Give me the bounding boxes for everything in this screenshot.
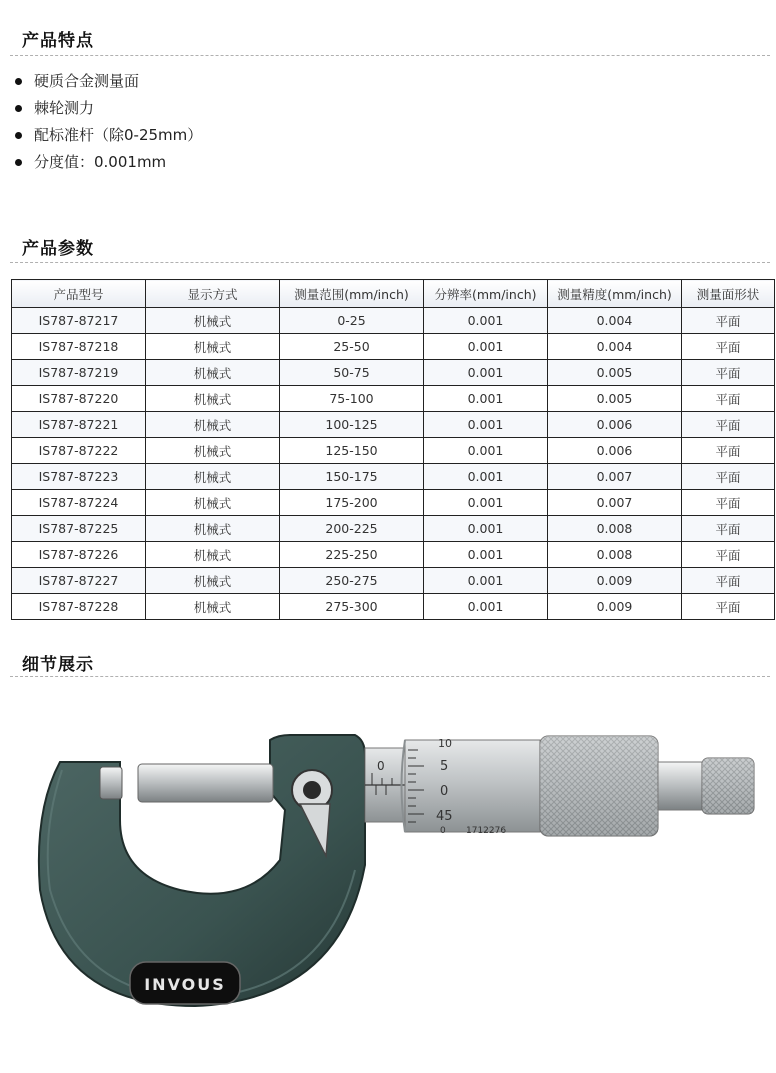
table-cell: 机械式: [146, 516, 280, 542]
header-cell: 测量精度(mm/inch): [548, 280, 682, 308]
table-cell: 平面: [682, 308, 775, 334]
table-cell: 平面: [682, 542, 775, 568]
table-cell: IS787-87222: [12, 438, 146, 464]
table-cell: 机械式: [146, 412, 280, 438]
table-cell: 机械式: [146, 568, 280, 594]
bullet-icon: [15, 78, 22, 85]
feature-text: 硬质合金测量面: [34, 72, 140, 90]
table-cell: 0.007: [548, 464, 682, 490]
spindle: [138, 764, 273, 802]
table-cell: 0-25: [280, 308, 424, 334]
table-cell: IS787-87226: [12, 542, 146, 568]
table-cell: 平面: [682, 490, 775, 516]
bullet-icon: [15, 132, 22, 139]
table-cell: 平面: [682, 438, 775, 464]
table-cell: 100-125: [280, 412, 424, 438]
features-list: [12, 68, 202, 176]
table-cell: 75-100: [280, 386, 424, 412]
table-cell: 0.001: [424, 594, 548, 620]
table-cell: 175-200: [280, 490, 424, 516]
params-table-body: [12, 308, 775, 620]
table-cell: 0.007: [548, 490, 682, 516]
params-divider: [10, 262, 770, 263]
table-cell: 平面: [682, 568, 775, 594]
table-row: [12, 438, 775, 464]
table-cell: 0.005: [548, 386, 682, 412]
table-cell: 机械式: [146, 464, 280, 490]
header-cell: 显示方式: [146, 280, 280, 308]
table-cell: 0.001: [424, 386, 548, 412]
table-cell: 0.001: [424, 308, 548, 334]
table-cell: IS787-87220: [12, 386, 146, 412]
table-cell: 0.008: [548, 542, 682, 568]
table-cell: 25-50: [280, 334, 424, 360]
table-cell: 平面: [682, 516, 775, 542]
list-item: [12, 122, 202, 149]
anvil: [100, 767, 122, 799]
table-cell: 0.001: [424, 464, 548, 490]
table-cell: 平面: [682, 412, 775, 438]
thimble-mark: 5: [440, 759, 449, 774]
table-row: [12, 516, 775, 542]
feature-text: 棘轮测力: [34, 99, 95, 117]
table-cell: 50-75: [280, 360, 424, 386]
table-cell: 150-175: [280, 464, 424, 490]
table-cell: 平面: [682, 360, 775, 386]
table-cell: 250-275: [280, 568, 424, 594]
table-cell: 275-300: [280, 594, 424, 620]
thimble-mark: 0: [440, 826, 446, 836]
table-cell: 机械式: [146, 334, 280, 360]
features-divider: [10, 55, 770, 56]
table-cell: 0.004: [548, 334, 682, 360]
params-table: [11, 279, 775, 620]
table-cell: 0.001: [424, 438, 548, 464]
feature-text: 分度值：0.001mm: [34, 153, 167, 171]
list-item: [12, 68, 202, 95]
table-cell: 0.006: [548, 438, 682, 464]
table-cell: 0.001: [424, 490, 548, 516]
table-cell: 0.005: [548, 360, 682, 386]
table-cell: 225-250: [280, 542, 424, 568]
table-cell: 机械式: [146, 386, 280, 412]
table-row: [12, 464, 775, 490]
thimble-mark: 45: [436, 809, 453, 824]
table-cell: 机械式: [146, 490, 280, 516]
details-divider: [10, 676, 770, 677]
table-cell: 0.001: [424, 516, 548, 542]
table-header-row: [12, 280, 775, 308]
header-cell: 分辨率(mm/inch): [424, 280, 548, 308]
thimble-mark: 10: [438, 737, 452, 750]
table-cell: 机械式: [146, 308, 280, 334]
header-cell: 测量范围(mm/inch): [280, 280, 424, 308]
list-item: [12, 95, 202, 122]
header-cell: 测量面形状: [682, 280, 775, 308]
table-row: [12, 360, 775, 386]
bullet-icon: [15, 105, 22, 112]
table-cell: 0.001: [424, 334, 548, 360]
table-cell: 机械式: [146, 542, 280, 568]
thimble-mark: 0: [440, 784, 449, 799]
table-cell: 0.006: [548, 412, 682, 438]
table-cell: 0.001: [424, 568, 548, 594]
params-title: 产品参数: [22, 239, 94, 259]
table-cell: 平面: [682, 386, 775, 412]
list-item: [12, 149, 202, 176]
table-cell: 0.004: [548, 308, 682, 334]
table-cell: IS787-87217: [12, 308, 146, 334]
table-cell: IS787-87223: [12, 464, 146, 490]
table-cell: IS787-87227: [12, 568, 146, 594]
table-cell: IS787-87228: [12, 594, 146, 620]
table-cell: 平面: [682, 464, 775, 490]
table-row: [12, 568, 775, 594]
table-cell: 0.001: [424, 412, 548, 438]
table-row: [12, 594, 775, 620]
table-cell: 200-225: [280, 516, 424, 542]
table-cell: 机械式: [146, 594, 280, 620]
table-cell: 0.001: [424, 360, 548, 386]
thimble: [405, 740, 540, 832]
table-row: [12, 334, 775, 360]
ratchet-neck: [658, 762, 702, 810]
table-cell: IS787-87219: [12, 360, 146, 386]
table-cell: IS787-87221: [12, 412, 146, 438]
table-cell: 125-150: [280, 438, 424, 464]
table-cell: 机械式: [146, 360, 280, 386]
table-cell: 机械式: [146, 438, 280, 464]
brand-logo: INVOUS: [144, 975, 226, 994]
table-cell: 平面: [682, 594, 775, 620]
table-row: [12, 542, 775, 568]
serial-number: 1712276: [466, 826, 507, 836]
header-cell: 产品型号: [12, 280, 146, 308]
features-title: 产品特点: [22, 31, 94, 51]
table-cell: 0.009: [548, 594, 682, 620]
table-cell: 0.008: [548, 516, 682, 542]
table-row: [12, 412, 775, 438]
table-row: [12, 490, 775, 516]
table-cell: IS787-87224: [12, 490, 146, 516]
bullet-icon: [15, 159, 22, 166]
table-row: [12, 308, 775, 334]
table-cell: 平面: [682, 334, 775, 360]
feature-text: 配标准杆（除0-25mm）: [34, 126, 203, 144]
table-row: [12, 386, 775, 412]
table-cell: IS787-87218: [12, 334, 146, 360]
details-title: 细节展示: [22, 655, 94, 675]
table-cell: 0.009: [548, 568, 682, 594]
table-cell: IS787-87225: [12, 516, 146, 542]
micrometer-image: [20, 700, 760, 1060]
table-cell: 0.001: [424, 542, 548, 568]
sleeve-mark: 0: [377, 759, 385, 773]
